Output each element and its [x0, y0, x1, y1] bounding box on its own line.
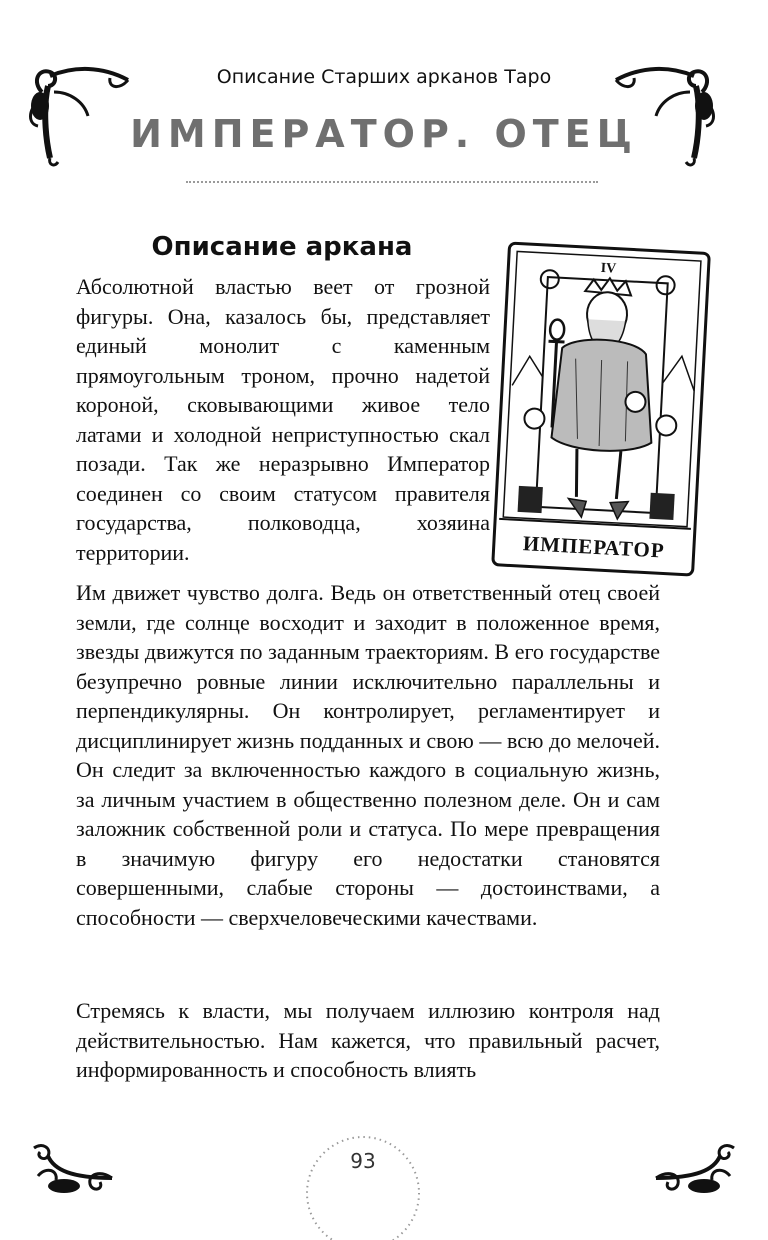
- paragraph-2: Им движет чувство долга. Ведь он ответственный отец своей земли, где солнце восходит и заходит в положенное время, звезды движутся по заданным траекториям. В его государстве безупречно ровные линии исключительно параллельны и перпендикулярны. Он контролирует, регламентирует и дисциплинирует жизнь подданных и свою — всю до мелочей. Он следит за включенностью каждого в социальную жизнь, за личным участием в общественно полезном деле. Он и сам заложник собственной роли и статуса. По мере превращения в значимую фигуру его недостатки становятся совершенными, слабые стороны — достоинствами, а способности — сверхчеловеческими качествами.: [76, 580, 660, 930]
- emperor-tarot-card-image: [483, 240, 717, 580]
- paragraph-1: Абсолютной властью веет от грозной фигуры. Она, казалось бы, представляет единый монолит с каменным прямоугольным троном, прочно надетой короной, сковывающими живое тело латами и холодной неприступностью скал позади. Так же неразрывно Император соединен со своим статусом правителя государства, полководца, хозяина территории.: [76, 274, 490, 565]
- running-head: Описание Старших арканов Таро: [216, 66, 552, 88]
- corner-ornament-bottom-left: [28, 1140, 118, 1200]
- chapter-title: ИМПЕРАТОР. ОТЕЦ: [130, 112, 638, 156]
- section-heading: Описание аркана: [151, 232, 413, 262]
- card-name: ИМПЕРАТОР: [522, 531, 666, 563]
- page-number: 93: [350, 1149, 376, 1173]
- dotted-divider: [186, 181, 598, 183]
- card-numeral: IV: [600, 260, 617, 277]
- corner-ornament-bottom-right: [650, 1140, 740, 1200]
- paragraph-3: Стремясь к власти, мы получаем иллюзию контроля над действительностью. Нам кажется, что правильный расчет, информированность и способность влиять: [76, 998, 660, 1082]
